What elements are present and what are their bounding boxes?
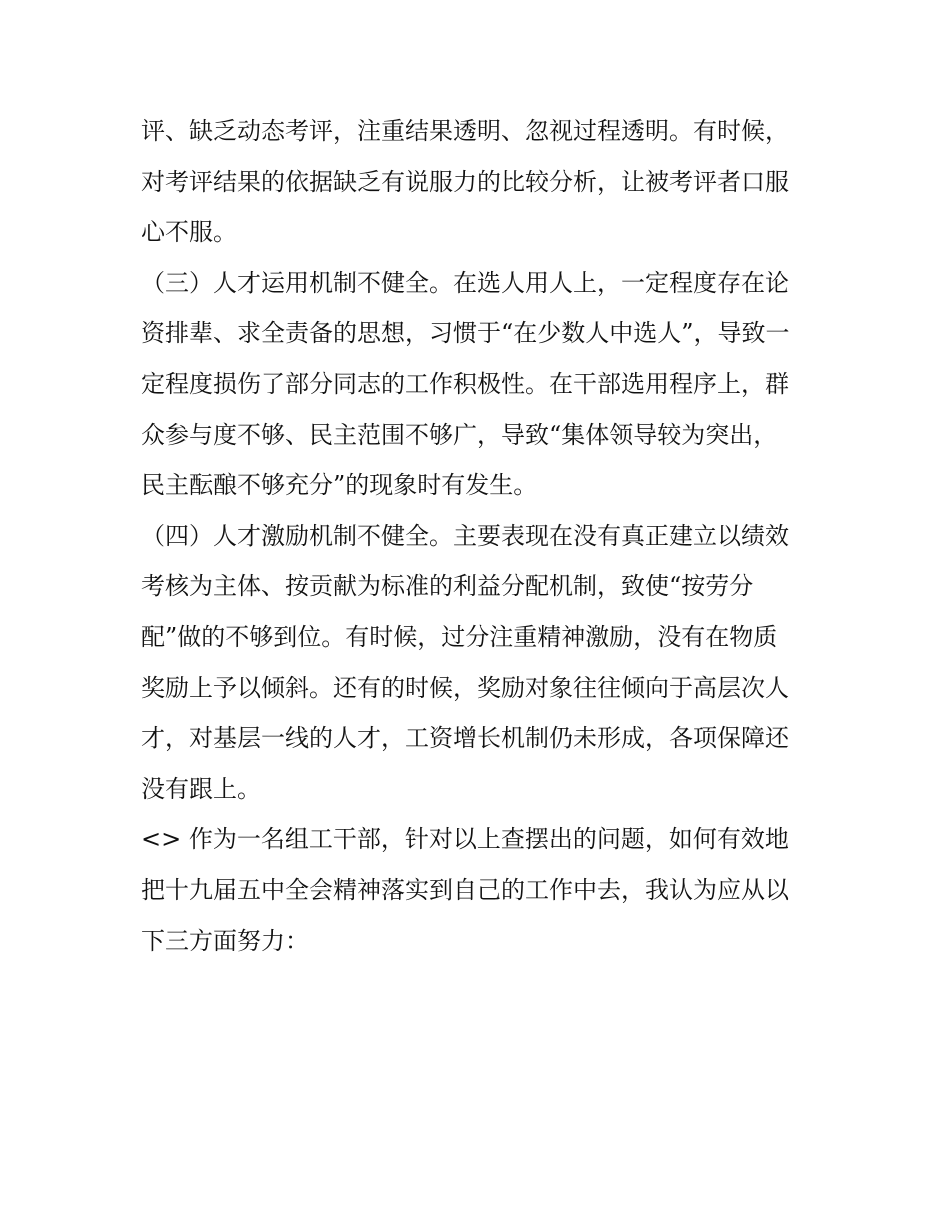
text-line: <> 作为一名组工干部，针对以上查摆出的问题，如何有效地	[141, 825, 789, 854]
text-line: 才，对基层一线的人才，工资增长机制仍未形成，各项保障还	[141, 724, 789, 753]
text-line: 对考评结果的依据缺乏有说服力的比较分析，让被考评者口服	[141, 167, 789, 196]
document-body	[141, 106, 821, 966]
text-line: 众参与度不够、民主范围不够广，导致“集体领导较为突出，	[141, 420, 778, 449]
text-line: （四）人才激励机制不健全。主要表现在没有真正建立以绩效	[141, 521, 789, 550]
text-line: 配”做的不够到位。有时候，过分注重精神激励，没有在物质	[141, 622, 778, 651]
text-line: 心不服。	[141, 218, 237, 247]
text-line: 民主酝酿不够充分”的现象时有发生。	[141, 471, 538, 500]
text-line: （三）人才运用机制不健全。在选人用人上，一定程度存在论	[141, 268, 789, 297]
text-line: 把十九届五中全会精神落实到自己的工作中去，我认为应从以	[141, 875, 789, 904]
text-line: 没有跟上。	[141, 774, 261, 803]
text-line: 定程度损伤了部分同志的工作积极性。在干部选用程序上，群	[141, 369, 789, 398]
text-line: 考核为主体、按贡献为标准的利益分配机制，致使“按劳分	[141, 572, 754, 601]
text-line: 下三方面努力：	[141, 926, 309, 955]
text-line: 奖励上予以倾斜。还有的时候，奖励对象往往倾向于高层次人	[141, 673, 789, 702]
text-line: 评、缺乏动态考评，注重结果透明、忽视过程透明。有时候，	[141, 117, 789, 145]
text-line: 资排辈、求全责备的思想，习惯于“在少数人中选人”，导致一	[141, 319, 790, 348]
